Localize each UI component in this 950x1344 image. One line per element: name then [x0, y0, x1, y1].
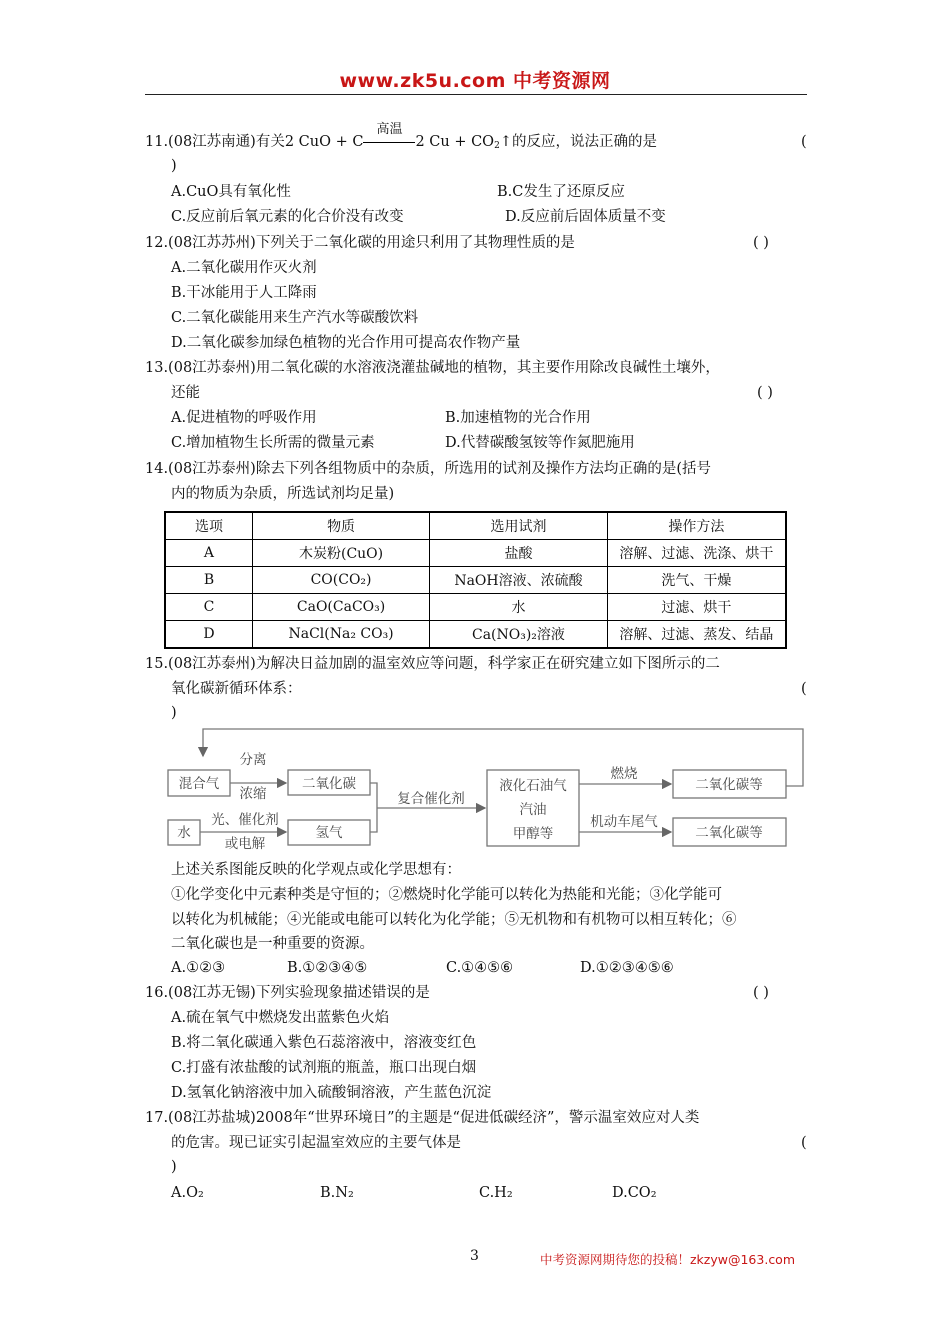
q13-paren: ( ): [757, 385, 773, 401]
q12-option-b: B.干冰能用于人工降雨: [171, 285, 317, 301]
q16-option-d: D.氢氧化钠溶液中加入硫酸铜溶液，产生蓝色沉淀: [171, 1085, 492, 1101]
q17-paren-close: ): [171, 1159, 177, 1175]
table-cell: Ca(NO₃)₂溶液: [430, 621, 608, 649]
diagram-electrolysis-label: 或电解: [224, 836, 266, 852]
q16-option-a: A.硫在氧气中燃烧发出蓝紫色火焰: [171, 1010, 390, 1026]
table-row: [165, 594, 786, 621]
table-header-cell: 选用试剂: [430, 512, 608, 540]
header-rule: [145, 94, 807, 95]
co2-cycle-diagram: [163, 726, 808, 854]
table-cell: 过滤、烘干: [607, 594, 786, 621]
q15-option-d: D.①②③④⑤⑥: [580, 960, 674, 976]
table-row: [165, 567, 786, 594]
table-cell: D: [165, 621, 252, 649]
q11-option-d: D.反应前后固体质量不变: [505, 209, 666, 225]
q17-option-d: D.CO₂: [612, 1185, 657, 1201]
table-cell: B: [165, 567, 252, 594]
table-cell: 溶解、过滤、蒸发、结晶: [607, 621, 786, 649]
table-cell: C: [165, 594, 252, 621]
q12-paren: ( ): [753, 235, 769, 251]
q13-option-a: A.促进植物的呼吸作用: [171, 410, 317, 426]
q17-option-b: B.N₂: [320, 1185, 354, 1201]
q13-stem: 13.(08江苏泰州)用二氧化碳的水溶液浇灌盐碱地的植物，其主要作用除改良碱性土壤外，: [145, 360, 720, 376]
q15-option-c: C.①④⑤⑥: [446, 960, 514, 976]
q17-paren-open: (: [801, 1135, 807, 1151]
q12-option-d: D.二氧化碳参加绿色植物的光合作用可提高农作物产量: [171, 335, 521, 351]
table-header-row: [165, 512, 786, 540]
table-header-cell: 物质: [252, 512, 429, 540]
table-cell: CO(CO₂): [252, 567, 429, 594]
q13-option-d: D.代替碳酸氢铵等作氮肥施用: [445, 435, 635, 451]
diagram-lpg-label: 液化石油气: [499, 778, 567, 794]
q11-paren-close: ): [171, 158, 177, 174]
q15-option-b: B.①②③④⑤: [287, 960, 368, 976]
q17-option-a: A.O₂: [171, 1185, 204, 1201]
table-cell: 洗气、干燥: [607, 567, 786, 594]
q17-stem-cont: 的危害。现已证实引起温室效应的主要气体是: [171, 1135, 461, 1151]
diagram-water-label: 水: [177, 825, 191, 841]
diagram-burn-label: 燃烧: [610, 766, 638, 782]
q12-option-a: A.二氧化碳用作灭火剂: [171, 260, 317, 276]
q12-option-c: C.二氧化碳能用来生产汽水等碳酸饮料: [171, 310, 419, 326]
q11-condition: 高温: [363, 133, 415, 151]
q16-option-c: C.打盛有浓盐酸的试剂瓶的瓶盖，瓶口出现白烟: [171, 1060, 477, 1076]
q15-stem: 15.(08江苏泰州)为解决日益加剧的温室效应等问题，科学家正在研究建立如下图所示的二: [145, 656, 720, 672]
q14-stem-cont: 内的物质为杂质，所选试剂均足量): [171, 486, 395, 502]
table-row: [165, 540, 786, 567]
diagram-co2-label: 二氧化碳: [302, 776, 356, 792]
q15-point-line1: ①化学变化中元素种类是守恒的；②燃烧时化学能可以转化为热能和光能；③化学能可: [171, 887, 722, 903]
table-cell: NaOH溶液、浓硫酸: [430, 567, 608, 594]
diagram-output1-label: 二氧化碳等: [695, 777, 763, 793]
q15-point-line2: 以转化为机械能；④光能或电能可以转化为化学能；⑤无机物和有机物可以相互转化；⑥: [171, 912, 737, 928]
q12-stem: 12.(08江苏苏州)下列关于二氧化碳的用途只利用了其物理性质的是: [145, 235, 575, 251]
table-cell: A: [165, 540, 252, 567]
table-row: [165, 621, 786, 649]
q15-option-a: A.①②③: [171, 960, 226, 976]
q14-stem: 14.(08江苏泰州)除去下列各组物质中的杂质，所选用的试剂及操作方法均正确的是(括号: [145, 461, 711, 477]
diagram-output2-label: 二氧化碳等: [695, 825, 763, 841]
q17-option-c: C.H₂: [479, 1185, 513, 1201]
q15-point-line3: 二氧化碳也是一种重要的资源。: [171, 936, 374, 952]
page-number: 3: [470, 1248, 479, 1264]
site-header: www.zk5u.com 中考资源网: [339, 70, 611, 92]
diagram-concentrate-label: 浓缩: [239, 786, 267, 802]
table-cell: 木炭粉(CuO): [252, 540, 429, 567]
q11-paren-open: (: [801, 134, 807, 150]
q11-option-c: C.反应前后氧元素的化合价没有改变: [171, 209, 404, 225]
diagram-separate-label: 分离: [239, 752, 267, 768]
q16-paren: ( ): [753, 985, 769, 1001]
q11-option-a: A.CuO具有氧化性: [171, 184, 291, 200]
q13-stem-cont: 还能: [171, 385, 200, 401]
table-cell: 盐酸: [430, 540, 608, 567]
q16-option-b: B.将二氧化碳通入紫色石蕊溶液中，溶液变红色: [171, 1035, 477, 1051]
footer-note: 中考资源网期待您的投稿！zkzyw@163.com: [540, 1252, 796, 1267]
q14-table: [164, 511, 787, 649]
diagram-h2-label: 氢气: [315, 825, 343, 841]
table-cell: CaO(CaCO₃): [252, 594, 429, 621]
q15-summary: 上述关系图能反映的化学观点或化学思想有：: [171, 862, 461, 878]
table-cell: NaCl(Na₂ CO₃): [252, 621, 429, 649]
q15-paren-open: (: [801, 681, 807, 697]
table-cell: 水: [430, 594, 608, 621]
q13-option-c: C.增加植物生长所需的微量元素: [171, 435, 375, 451]
diagram-methanol-label: 甲醇等: [512, 826, 554, 842]
q16-stem: 16.(08江苏无锡)下列实验现象描述错误的是: [145, 985, 430, 1001]
q13-option-b: B.加速植物的光合作用: [445, 410, 591, 426]
table-header-cell: 选项: [165, 512, 252, 540]
diagram-exhaust-label: 机动车尾气: [590, 814, 658, 830]
table-cell: 溶解、过滤、洗涤、烘干: [607, 540, 786, 567]
q11-stem: 11.(08江苏南通)有关2 CuO + C 高温 2 $Cu + CO_2↑$的反应，说法正确的是: [145, 122, 657, 151]
q11-option-b: B.C发生了还原反应: [497, 184, 625, 200]
diagram-mix-label: 混合气: [178, 776, 220, 792]
diagram-light-label: 光、催化剂: [211, 812, 279, 828]
q15-stem-cont: 氧化碳新循环体系：: [171, 681, 302, 697]
q15-paren-close: ): [171, 705, 177, 721]
diagram-catalyst-label: 复合催化剂: [397, 791, 465, 807]
q17-stem: 17.(08江苏盐城)2008年“世界环境日”的主题是“促进低碳经济”，警示温室效应对人类: [145, 1110, 700, 1126]
table-header-cell: 操作方法: [607, 512, 786, 540]
diagram-gasoline-label: 汽油: [519, 802, 547, 818]
